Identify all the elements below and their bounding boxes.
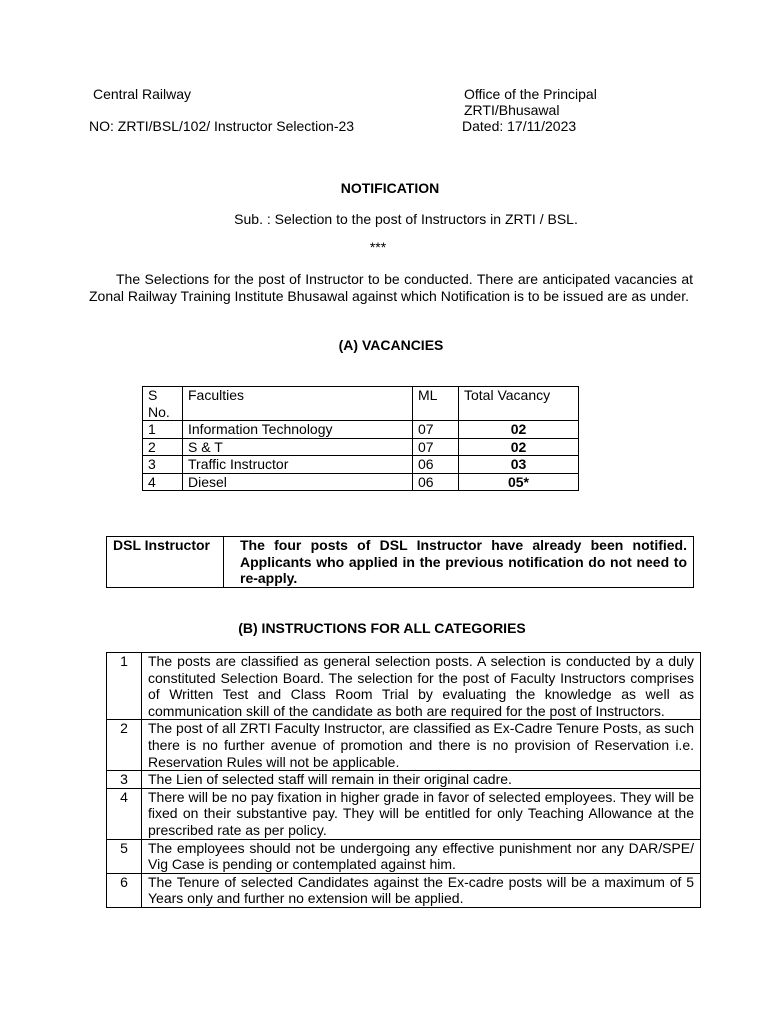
cell-sno: 2 <box>143 438 183 456</box>
cell-ml: 06 <box>413 456 459 474</box>
cell-faculty: Diesel <box>183 473 413 491</box>
item-number: 6 <box>107 873 142 907</box>
reference-number: NO: ZRTI/BSL/102/ Instructor Selection-23 <box>89 118 355 134</box>
col-sno: S No. <box>143 387 183 421</box>
vacancies-table <box>142 386 579 491</box>
notification-title: NOTIFICATION <box>340 180 440 196</box>
dsl-note-table <box>106 536 694 588</box>
org-name: Central Railway <box>93 86 192 102</box>
item-number: 4 <box>107 788 142 839</box>
dsl-row <box>107 537 694 588</box>
item-number: 1 <box>107 653 142 720</box>
cell-ml: 07 <box>413 438 459 456</box>
table-row <box>107 873 701 907</box>
table-row <box>143 456 579 474</box>
table-row <box>143 421 579 439</box>
item-text: The post of all ZRTI Faculty Instructor, are classified as Ex-Cadre Tenure Posts, as such there is no further avenue of promotion and there is no provision of Reservation i.e. Reservation Rules will not be applicable. <box>142 720 701 771</box>
table-row <box>107 720 701 771</box>
cell-total: 02 <box>459 438 579 456</box>
separator: *** <box>369 239 387 255</box>
office-line-2: ZRTI/Bhusawal <box>464 102 560 118</box>
table-row <box>107 653 701 720</box>
intro-paragraph: The Selections for the post of Instructor to be conducted. There are anticipated vacancies at Zonal Railway Training Institute Bhusawal against which Notification is to be issued are as under. <box>89 271 693 304</box>
cell-sno: 3 <box>143 456 183 474</box>
cell-faculty: Traffic Instructor <box>183 456 413 474</box>
cell-ml: 06 <box>413 473 459 491</box>
office-line-1: Office of the Principal <box>464 86 597 102</box>
cell-faculty: S & T <box>183 438 413 456</box>
vacancies-heading: (A) VACANCIES <box>338 337 444 353</box>
cell-total: 05* <box>459 473 579 491</box>
cell-total: 03 <box>459 456 579 474</box>
item-text: The Tenure of selected Candidates against the Ex-cadre posts will be a maximum of 5 Years only and further no extension will be applied. <box>142 873 701 907</box>
instructions-table <box>106 652 701 908</box>
col-ml: ML <box>413 387 459 421</box>
table-row <box>143 438 579 456</box>
col-total-vacancy: Total Vacancy <box>459 387 579 421</box>
cell-faculty: Information Technology <box>183 421 413 439</box>
dsl-text: The four posts of DSL Instructor have already been notified. Applicants who applied in the previous notification do not need to re-apply. <box>224 537 694 588</box>
dsl-label: DSL Instructor <box>107 537 224 588</box>
item-number: 2 <box>107 720 142 771</box>
cell-total: 02 <box>459 421 579 439</box>
item-text: There will be no pay fixation in higher grade in favor of selected employees. They will be fixed on their substantive pay. They will be entitled for only Teaching Allowance at the prescribed rate as per policy. <box>142 788 701 839</box>
subject-line: Sub. : Selection to the post of Instructors in ZRTI / BSL. <box>234 211 578 227</box>
item-text: The posts are classified as general selection posts. A selection is conducted by a duly constituted Selection Board. The selection for the post of Faculty Instructors comprises of Written Test and Class Room Trial by evaluating the knowledge as well as communication skill of the candidate as both are required for the post of Instructors. <box>142 653 701 720</box>
instructions-heading: (B) INSTRUCTIONS FOR ALL CATEGORIES <box>238 620 526 636</box>
col-faculties: Faculties <box>183 387 413 421</box>
item-text: The Lien of selected staff will remain in their original cadre. <box>142 771 701 789</box>
table-row <box>107 771 701 789</box>
cell-ml: 07 <box>413 421 459 439</box>
date: Dated: 17/11/2023 <box>462 118 577 134</box>
item-number: 3 <box>107 771 142 789</box>
item-number: 5 <box>107 839 142 873</box>
cell-sno: 4 <box>143 473 183 491</box>
cell-sno: 1 <box>143 421 183 439</box>
table-row <box>107 839 701 873</box>
table-header-row <box>143 387 579 421</box>
table-row <box>107 788 701 839</box>
table-row <box>143 473 579 491</box>
item-text: The employees should not be undergoing any effective punishment nor any DAR/SPE/ Vig Case is pending or contemplated against him. <box>142 839 701 873</box>
